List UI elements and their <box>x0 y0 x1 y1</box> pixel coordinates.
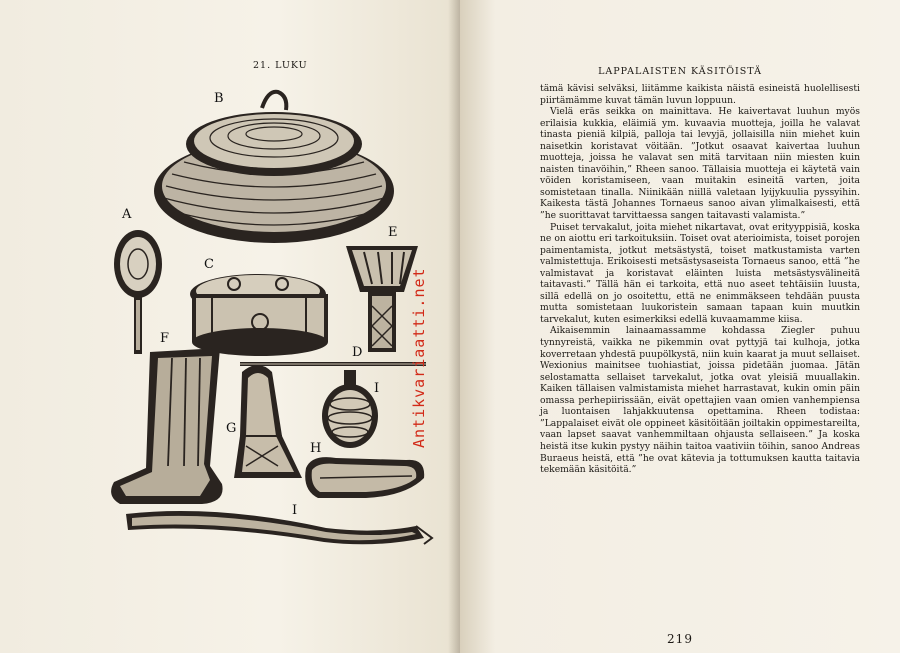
running-head-left: 21. LUKU <box>253 60 308 71</box>
belt-illustration <box>126 503 432 544</box>
page-number: 219 <box>667 632 693 646</box>
figure-label-i-vase: I <box>374 381 380 396</box>
figure-label-h: H <box>310 441 322 456</box>
hand-mirror-illustration <box>114 207 162 354</box>
body-text <box>540 83 860 476</box>
figure-label-i-belt: I <box>292 503 298 518</box>
vase-illustration <box>322 370 379 448</box>
paragraph: Puiset tervakalut, joita miehet nikartavat, ovat erityyppisiä, koska ne on aiottu eri tarkoituksiin. Toiset ovat aterioimista, toiset porojen paimentamista, jotkut metsästystä, toiset matkustamista varten valmistettuja. Erikoisesti metsästysaseista Tornaeus sanoo, että ”he valmistavat ja koristavat eläinten luista metsästysvälineitä taitavasti.” Tällä hän ei tarkoita, että nuo aseet tehtäisiin luusta, sillä edellä on jo osoitettu, että ne enimmäkseen tehdään puusta mutta somistetaan luukoristein samaan tapaan kuin muutkin tarvekalut, kuten esimerkiksi edellä kuvaamamme kiisa. <box>540 221 860 325</box>
woven-basket-illustration <box>154 91 394 243</box>
mitten-illustration <box>226 365 302 478</box>
paragraph: Vielä eräs seikka on mainittava. He kaivertavat luuhun myös erilaisia kukkia, eläimiä ym. kuvaavia muotteja, joilla he valavat tinasta pieniä kilpiä, palloja tai levyjä, jollaisilla niin miehet kuin naisetkin koristavat vöitään. ”Jotkut osaavat kaivertaa luuhun muotteja, joissa he valavat sen mitä tarvitaan niin miesten kuin naisten tinavöihin,” Rheen sanoo. Tällaisia muotteja ei käytetä vain vöiden koristamiseen, vaan muitakin esineitä varten, joita somistetaan tinalla. Niinikään niillä valetaan lyijykuulia pyssyihin. Kaikesta tästä Johannes Tornaeus sanoo aivan ylimalkaisesti, että ”he suorittavat tarvittaessa sangen taitavasti valamista.” <box>540 106 860 222</box>
paragraph: Aikaisemmin lainaamassamme kohdassa Ziegler puhuu tynnyreistä, vaikka ne pikemmin ovat pyttyjä tai kulhoja, jotka koverretaan yhdestä puupölkystä, niin kuin kaarat ja muut sellaiset. Wexionius mainitsee tuohiastiat, joissa pidetään juomaa. Jätän selostamatta sellaiset tarvekalut, jotka ovat yleisiä muuallakin. Kaiken tällaisen valmistamista miehet harrastavat, kukin omin päin omassa perhepiirissään, eivät opettajien vaan omien vanhempiensa ja luontaisen lahjakkuutensa opettamina. Rheen todistaa: ”Lappalaiset eivät ole oppineet käsitöitään joiltakin oppimestareilta, vaan lapset saavat vanhemmiltaan ohjausta sellaiseen.” Ja koska heistä itse kukin pystyy näihin taitoa vaativiin töihin, sanoo Andreas Buraeus heistä, että ”he ovat kätevia ja tottumuksen kautta taitavia tekemään käsitöitä.” <box>540 325 860 476</box>
figure-label-e: E <box>388 225 398 240</box>
figure-label-g: G <box>226 421 237 436</box>
right-page <box>460 0 900 653</box>
figure-label-f: F <box>160 331 170 346</box>
figure-label-d: D <box>352 345 363 360</box>
watermark-text: Antikvariaatti.net <box>410 267 428 448</box>
shoe-illustration <box>305 441 424 498</box>
watermark-stamp <box>382 248 428 448</box>
figure-label-c: C <box>204 257 214 272</box>
boot-illustration <box>111 331 222 504</box>
figure-label-b: B <box>214 91 224 106</box>
figure-label-a: A <box>122 207 132 222</box>
running-head-right: LAPPALAISTEN KÄSITÖISTÄ <box>598 66 762 77</box>
paragraph: tämä kävisi selväksi, liitämme kaikista näistä esineistä huolellisesti piirtämämme kuvat tämän luvun loppuun. <box>540 83 860 106</box>
decorated-box-illustration <box>190 257 328 356</box>
